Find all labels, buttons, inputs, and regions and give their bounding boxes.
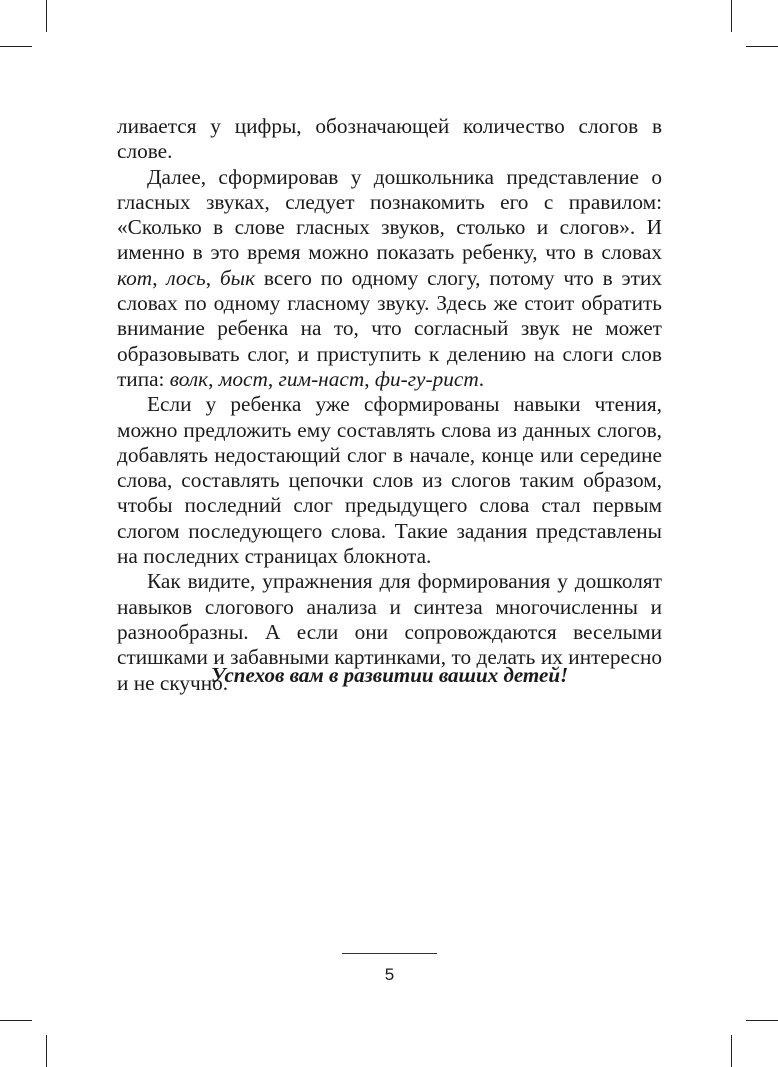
example-word: фи-гу-рист: [374, 366, 479, 391]
text-run: Как видите, упражнения для формирования у дошколят навыков слогового анализа и синтеза многочисленны и разнообразны. А если они сопровождаются веселыми стишками и забавными картинками, то делать их интересно и не скучно.: [117, 569, 662, 695]
crop-mark: [0, 1020, 32, 1021]
text-run: Далее, сформировав у дошкольника представление о гласных звуках, следует познакомить его с правилом: «Сколько в слове гласных звуков, столько и слогов». И именно в это время можно показать ребенку, что в словах: [117, 164, 662, 265]
text-run: всего по одному слогу, потому что в этих словах по одному гласному звуку. Здесь же стоит обратить внимание ребенка на то, что согласный звук не может образовывать слог, и приступить к делению на слоги слов типа:: [117, 265, 663, 391]
example-word: мост: [218, 366, 268, 391]
crop-mark: [746, 46, 778, 47]
footer-rule: [342, 953, 437, 954]
example-word: волк: [169, 366, 209, 391]
text-run: ,: [152, 265, 167, 290]
crop-mark: [46, 0, 47, 32]
example-word: лось: [166, 265, 206, 290]
text-run: ,: [208, 366, 219, 391]
paragraph: [117, 165, 662, 393]
text-run: ливается у цифры, обозначающей количество слогов в слове.: [117, 114, 662, 164]
crop-mark: [746, 1020, 778, 1021]
crop-mark: [46, 1035, 47, 1067]
closing-wish: Успехов вам в развитии ваших детей!: [210, 663, 569, 687]
text-run: ,: [205, 265, 220, 290]
paragraph: [117, 114, 662, 165]
paragraph: [117, 392, 662, 569]
text-run: Если у ребенка уже сформированы навыки чтения, можно предложить ему составлять слова из данных слогов, добавлять недостающий слог в начале, конце или середине слова, составлять цепочки слов из слогов таким образом, чтобы последний слог предыдущего слова стал первым слогом последующего слова. Такие задания представлены на последних страницах блокнота.: [117, 392, 662, 569]
text-run: ,: [364, 366, 375, 391]
example-word: бык: [219, 265, 256, 290]
page-number: 5: [384, 965, 395, 984]
crop-mark: [731, 0, 732, 32]
example-word: кот: [117, 265, 153, 290]
crop-mark: [731, 1035, 732, 1067]
text-run: ,: [267, 366, 279, 391]
crop-mark: [0, 46, 32, 47]
body-text: [117, 114, 662, 696]
example-word: гим-наст: [278, 366, 365, 391]
text-run: .: [478, 366, 485, 391]
